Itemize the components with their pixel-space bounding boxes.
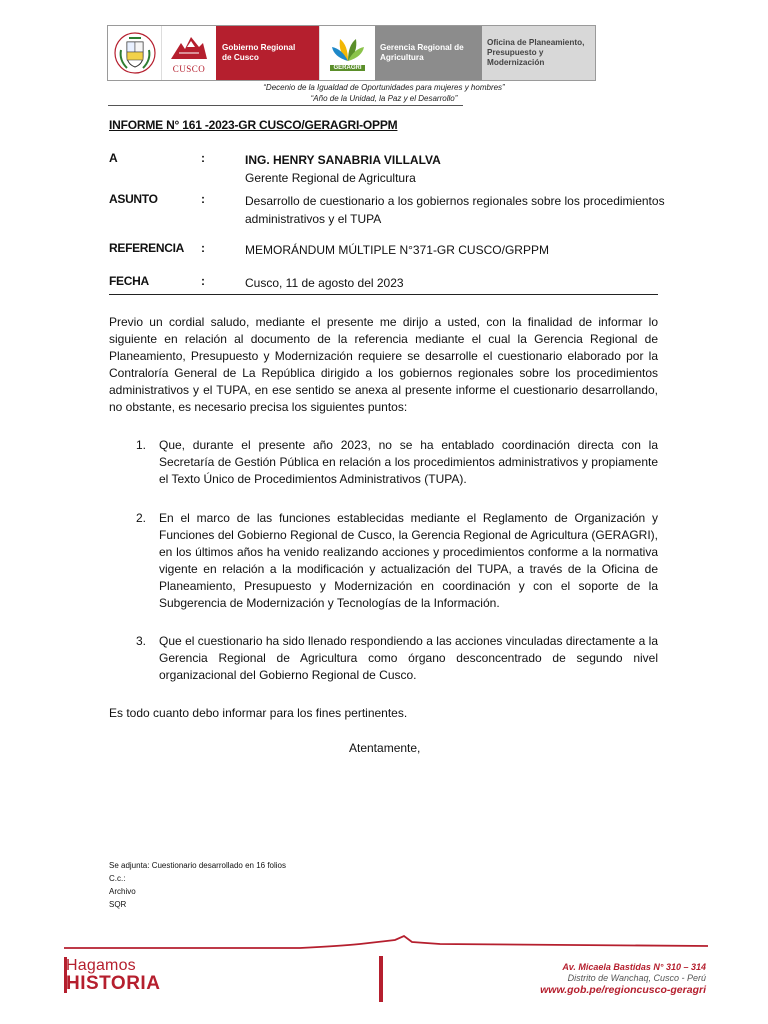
footer-divider-bar [379, 956, 383, 1002]
meta-row-asunto [109, 192, 665, 228]
list-item-text: Que el cuestionario ha sido llenado respondiendo a las acciones vinculadas directamente a la Gerencia Regional de Agricultura como órgano desconcentrado de segundo nivel organizacional del Gobierno Regional de Cusco. [159, 634, 658, 682]
list-item-text: Que, durante el presente año 2023, no se ha entablado coordinación directa con la Secretaría de Gestión Pública en relación a los procedimientos administrativos y propiamente el Texto Único de Procedimientos Administrativos (TUPA). [159, 438, 658, 486]
list-item [136, 437, 658, 488]
meta-label-fecha: FECHA [109, 274, 149, 288]
meta-row-referencia [109, 241, 665, 259]
fecha-value: Cusco, 11 de agosto del 2023 [245, 276, 404, 290]
geragri-logo-text: GERAGRI [330, 65, 364, 71]
list-item-number: 1. [136, 438, 147, 452]
list-item-number: 3. [136, 634, 147, 648]
meta-label-asunto: ASUNTO [109, 192, 158, 206]
footer-website-link[interactable]: www.gob.pe/regioncusco-geragri [540, 984, 706, 996]
meta-row-a [109, 151, 665, 187]
cusco-logo-text: CUSCO [172, 63, 206, 74]
gobierno-regional-block [216, 26, 319, 80]
meta-label-a: A [109, 151, 118, 165]
meta-colon: : [201, 192, 205, 206]
gerencia-regional-label: Gerencia Regional de Agricultura [380, 43, 464, 62]
gerencia-regional-block [375, 26, 482, 80]
closing-paragraph: Es todo cuanto debo informar para los fines pertinentes. [109, 706, 408, 720]
intro-paragraph: Previo un cordial saludo, mediante el presente me dirijo a usted, con la finalidad de informar lo siguiente en relación al documento de la referencia mediante el cual la Gerencia Regional de Planeamiento, Presupuesto y Modernización requiere se desarrolle el cuestionario elaborado por la Contraloría General de La República dirigido a los gobiernos regionales sobre los procedimientos administrativos y el TUPA, en ese sentido se anexa al presente informe el cuestionario desarrollando, no obstante, es necesario precisa los siguientes puntos: [109, 315, 658, 414]
document-title: INFORME N° 161 -2023-GR CUSCO/GERAGRI-OPPM [109, 118, 398, 132]
footnotes [109, 859, 286, 911]
asunto-value: Desarrollo de cuestionario a los gobiernos regionales sobre los procedimientos administrativos y el TUPA [245, 194, 665, 226]
signoff: Atentamente, [349, 741, 421, 755]
meta-colon: : [201, 151, 205, 165]
gobierno-regional-label: Gobierno Regional de Cusco [222, 43, 296, 62]
meta-colon: : [201, 241, 205, 255]
meta-divider [109, 294, 658, 295]
meta-row-fecha [109, 274, 665, 292]
geragri-leaf-icon [330, 35, 366, 63]
footer-district: Distrito de Wanchaq, Cusco - Perú [567, 973, 706, 983]
oficina-block [482, 26, 595, 80]
meta-label-referencia: REFERENCIA [109, 241, 185, 255]
cusco-mountain-icon [169, 33, 209, 63]
geragri-logo [319, 26, 375, 80]
slogan-hagamos: Hagamos [66, 957, 136, 974]
meta-colon: : [201, 274, 205, 288]
footer-wave-line [0, 920, 768, 960]
initials-note: SQR [109, 900, 127, 909]
footer-address: Av. Micaela Bastidas N° 310 – 314 [562, 962, 706, 972]
list-item [136, 510, 658, 612]
archive-note: Archivo [109, 887, 136, 896]
list-item [136, 633, 658, 684]
slogan-historia: HISTORIA [66, 973, 161, 994]
cc-note: C.c.: [109, 874, 126, 883]
recipient-role: Gerente Regional de Agricultura [245, 171, 416, 185]
cusco-logo [161, 26, 216, 80]
peru-coat-of-arms-icon [108, 26, 161, 80]
oficina-label: Oficina de Planeamiento, Presupuesto y Modernización [487, 38, 585, 67]
mottos [0, 82, 768, 104]
header-divider [108, 105, 463, 106]
referencia-value: MEMORÁNDUM MÚLTIPLE N°371-GR CUSCO/GRPPM [245, 243, 549, 257]
motto-decade: “Decenio de la Igualdad de Oportunidades para mujeres y hombres” [263, 83, 505, 92]
letterhead-banner [107, 25, 596, 81]
motto-year: “Año de la Unidad, la Paz y el Desarrollo” [310, 94, 458, 103]
list-item-text: En el marco de las funciones establecidas mediante el Reglamento de Organización y Funciones del Gobierno Regional de Cusco, la Gerencia Regional de Agricultura (GERAGRI), en los últimos años ha venido realizando acciones y procedimientos conforme a la normativa vigente en relación a la modificación y actualización del TUPA, a través de la Oficina de Planeamiento, Presupuesto y Modernización en coordinación y con el soporte de la Subgerencia de Modernización y Tecnologías de la Información. [159, 511, 658, 610]
attachment-note: Se adjunta: Cuestionario desarrollado en 16 folios [109, 861, 287, 870]
list-item-number: 2. [136, 511, 147, 525]
recipient-name: ING. HENRY SANABRIA VILLALVA [245, 153, 441, 167]
